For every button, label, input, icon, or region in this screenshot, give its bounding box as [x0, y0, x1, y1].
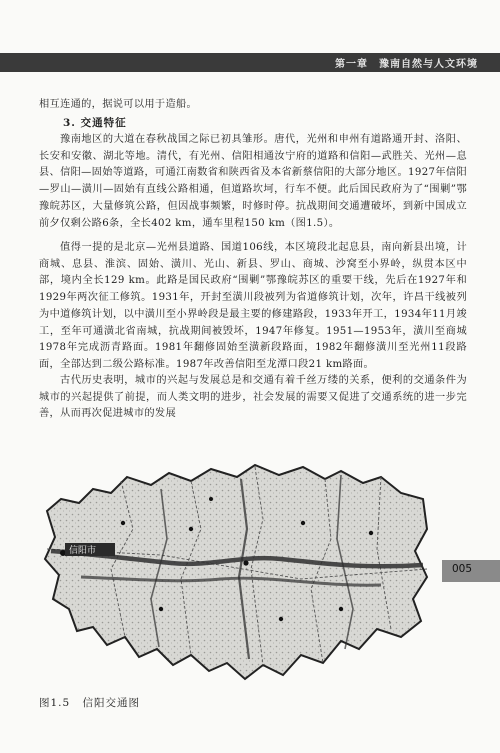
- figure-caption-text: 信阳交通图: [82, 697, 141, 709]
- figure-caption: [39, 695, 148, 710]
- xinyang-transport-map: [41, 459, 431, 681]
- running-header-title: 第一章 豫南自然与人文环境: [335, 59, 478, 70]
- paragraph-city-transport: 古代历史表明，城市的兴起与发展总是和交通有着千丝万缕的关系，便利的交通条件为城市的兴起提供了前提，而人类文明的进步，社会发展的需要又促进了交通系统的进一步完善，从而再次促进城市的发展: [39, 375, 467, 420]
- region-outline: [45, 465, 427, 679]
- paragraph-history: 豫南地区的大道在春秋战国之际已初具雏形。唐代，光州和申州有道路通开封、洛阳、长安和安徽、湖北等地。清代，有光州、信阳相通汝宁府的道路和信阳—武胜关、光州—息县、信阳—固始等道路，可通江南数省和陕西省及本省新蔡信阳的大部分地区。1927年信阳—罗山—潢川—固始有直线公路相通，但道路坎坷，行车不便。此后国民政府为了“围剿”鄂豫皖苏区，大量修筑公路，但因战事频繁，时修时停。抗战期间交通遭破坏，到新中国成立前夕仅剩公路6条，全长402 km，通车里程150 km（图1.5）。: [39, 134, 467, 229]
- paragraph-continuation: 相互连通的，据说可以用于造船。: [39, 99, 198, 110]
- paragraph-route-106: 值得一提的是北京—光州县道路、国道106线，本区境段北起息县，南向新县出境，计商城、息县、淮滨、固始、潢川、光山、新县、罗山、商城、沙窝至小界岭，纵贯本区中部，境内全长129 km。此路是国民政府“围剿”鄂豫皖苏区的重要干线，先后在1927年和1929年两次征工修筑。1931年，开封至潢川段被列为省道修筑计划，次年，许昌干线被列为中道修筑计划，以中潢川至小界岭段是最主要的修建路段，1933年开工，1934年11月竣工，至年可通潢北省南城，抗战期间被毁坏，1947年修复。1951—1953年，潢川至商城1978年完成沥青路面。1981年翻修固始至潢新段路面，1982年翻修潢川至光州11段路面，全部达到二级公路标准。1987年改善信阳至龙潭口段21 km路面。: [39, 242, 467, 370]
- city-label-xinyang: 信阳市: [69, 546, 97, 556]
- page-number: 005: [452, 563, 473, 575]
- section-heading: 3. 交通特征: [63, 117, 127, 129]
- figure-label: 图1.5: [39, 697, 71, 709]
